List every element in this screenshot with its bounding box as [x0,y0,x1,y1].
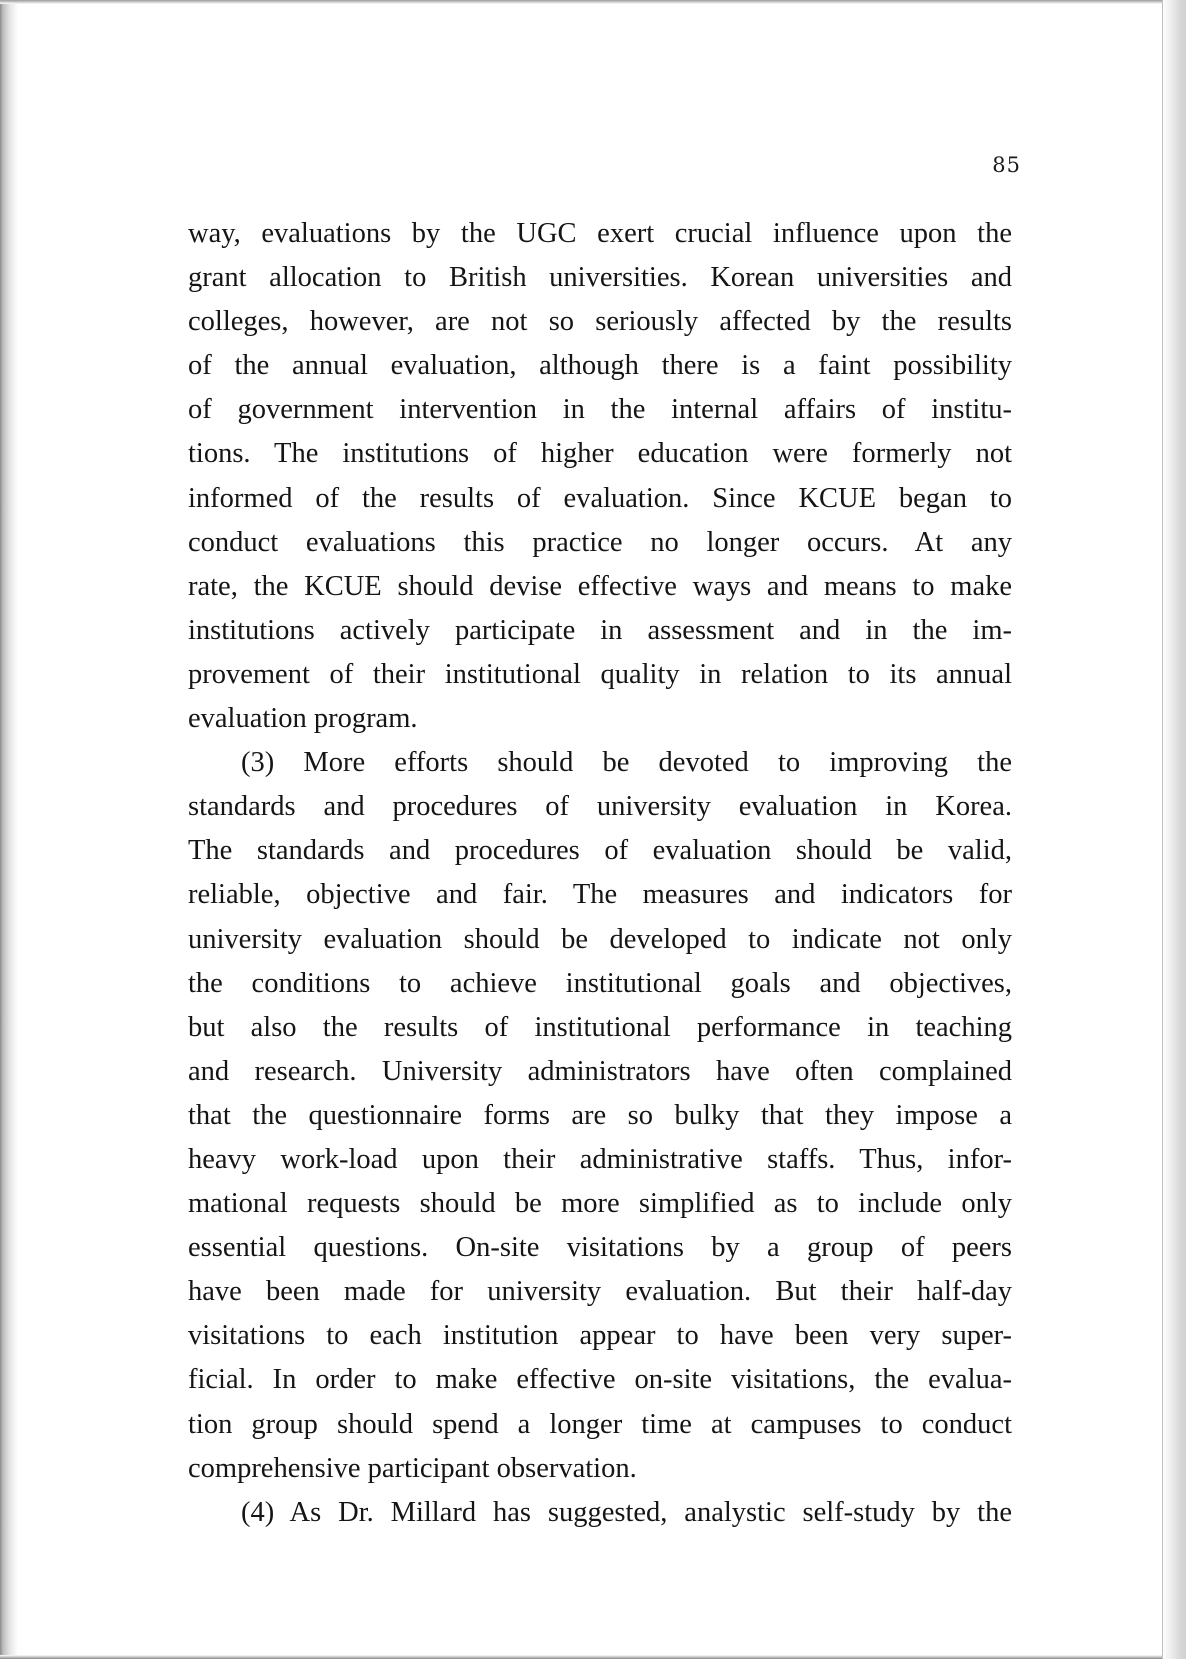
page-right-edge-shadow [1162,0,1186,1659]
text-line: (4) As Dr. Millard has suggested, analystic self-study by the [241,1496,1012,1528]
text-line: but also the results of institutional performance in teaching [188,1011,1012,1043]
text-line: colleges, however, are not so seriously affected by the results [188,306,1012,338]
page-number: 85 [992,153,1021,177]
text-line: The standards and procedures of evaluation should be valid, [188,835,1012,867]
text-line: that the questionnaire forms are so bulky that they impose a [188,1099,1012,1131]
body-text [188,212,1012,1535]
text-line: mational requests should be more simplified as to include only [188,1188,1012,1220]
text-line: heavy work-load upon their administrative staffs. Thus, infor- [188,1143,1012,1175]
text-line: standards and procedures of university evaluation in Korea. [188,791,1012,823]
paragraph-2 [188,741,1012,1491]
text-line: informed of the results of evaluation. Since KCUE began to [188,482,1012,514]
text-line: provement of their institutional quality in relation to its annual [188,658,1012,690]
text-line: conduct evaluations this practice no longer occurs. At any [188,526,1012,558]
text-line: university evaluation should be developed to indicate not only [188,923,1012,955]
text-line: way, evaluations by the UGC exert crucial influence upon the [188,218,1012,249]
text-line: reliable, objective and fair. The measures and indicators for [188,879,1012,911]
paragraph-3 [188,1491,1012,1535]
text-line: evaluation program. [188,703,418,735]
text-line: visitations to each institution appear to have been very super- [188,1320,1012,1352]
text-line: grant allocation to British universities. Korean universities and [188,262,1012,294]
text-line: (3) More efforts should be devoted to improving the [241,747,1012,779]
text-line: of government intervention in the internal affairs of institu- [188,394,1012,426]
text-line: tion group should spend a longer time at campuses to conduct [188,1408,1012,1440]
page-spine-shadow [0,0,18,1659]
text-line: of the annual evaluation, although there is a faint possibility [188,350,1012,382]
text-line: institutions actively participate in assessment and in the im- [188,614,1012,646]
text-line: and research. University administrators have often complained [188,1055,1012,1087]
text-line: comprehensive participant observation. [188,1452,637,1484]
text-line: the conditions to achieve institutional goals and objectives, [188,967,1012,999]
page-bottom-edge [0,1655,1186,1659]
page-top-edge [0,0,1186,4]
paragraph-1 [188,212,1012,741]
text-line: rate, the KCUE should devise effective ways and means to make [188,570,1012,602]
text-line: essential questions. On-site visitations by a group of peers [188,1232,1012,1264]
text-line: ficial. In order to make effective on-site visitations, the evalua- [188,1364,1012,1396]
text-line: tions. The institutions of higher education were formerly not [188,438,1012,470]
text-line: have been made for university evaluation. But their half-day [188,1276,1012,1308]
